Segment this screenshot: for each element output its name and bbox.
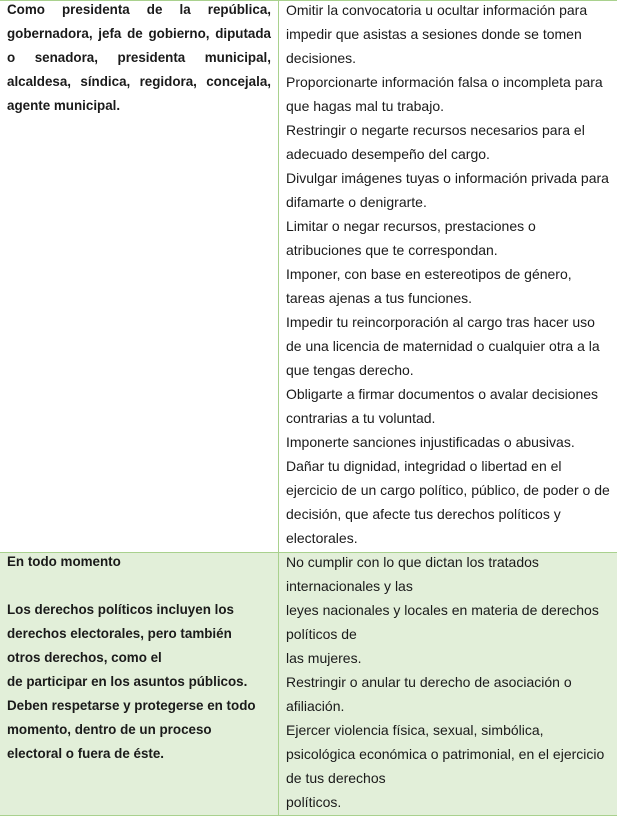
blank-line [7,574,271,598]
text-line: Restringir o negarte recursos necesarios para el [286,122,585,138]
text-line: otros derechos, como el [7,650,162,665]
text-line: Limitar o negar recursos, prestaciones o [286,218,536,234]
left-cell [7,0,271,118]
text-line: Imponer, con base en estereotipos de género, [286,266,572,282]
right-cell [286,0,612,550]
text-line: alcaldesa, síndica, regidora, concejala, [7,74,271,89]
text-line: contrarias a tu voluntad. [286,410,436,426]
text-line: afiliación. [286,698,345,714]
text-line: de una licencia de maternidad o cualquier otra a la [286,338,600,354]
text-line: de participar en los asuntos públicos. [7,674,248,689]
text-line: políticos de [286,626,357,642]
text-line: políticos. [286,794,342,810]
text-line: electoral o fuera de éste. [7,746,165,761]
text-line: momento, dentro de un proceso [7,722,212,737]
text-line: leyes nacionales y locales en materia de derechos [286,602,599,618]
text-line: decisión, que afecte tus derechos políticos y [286,506,561,522]
text-line: Los derechos políticos incluyen los [7,602,234,617]
text-line: tareas ajenas a tus funciones. [286,290,473,306]
text-line: difamarte o denigrarte. [286,194,427,210]
section-heading: En todo momento [7,554,121,569]
text-line: agente municipal. [7,98,121,113]
left-cell [7,550,271,766]
text-line: que hagas mal tu trabajo. [286,98,444,114]
text-line: No cumplir con lo que dictan los tratados [286,554,539,570]
text-line: Proporcionarte información falsa o incompleta para [286,74,603,90]
text-line: internacionales y las [286,578,413,594]
text-line: Ejercer violencia física, sexual, simbólica, [286,722,544,738]
text-line: derechos electorales, pero también [7,626,232,641]
text-line: electorales. [286,530,358,546]
text-line: que tengas derecho. [286,362,414,378]
text-line: impedir que asistas a sesiones donde se tomen [286,26,582,42]
text-line: o senadora, presidenta municipal, [7,50,271,65]
text-line: psicológica económica o patrimonial, en el ejercicio [286,746,605,762]
table-row [0,552,617,816]
text-line: Divulgar imágenes tuyas o información privada para [286,170,609,186]
right-cell [286,550,612,814]
text-line: decisiones. [286,50,357,66]
text-line: Restringir o anular tu derecho de asociación o [286,674,572,690]
text-line: Dañar tu dignidad, integridad o libertad en el [286,458,562,474]
text-line: Impedir tu reincorporación al cargo tras hacer uso [286,314,595,330]
text-line: Deben respetarse y protegerse en todo [7,698,256,713]
text-line: Obligarte a firmar documentos o avalar decisiones [286,386,599,402]
text-line: atribuciones que te correspondan. [286,242,498,258]
text-line: las mujeres. [286,650,362,666]
text-line: ejercicio de un cargo político, público, de poder o de [286,482,610,498]
text-line: Imponerte sanciones injustificadas o abusivas. [286,434,575,450]
text-line: Como presidenta de la república, [7,2,271,17]
text-line: Omitir la convocatoria u ocultar información para [286,2,588,18]
text-line: de tus derechos [286,770,386,786]
text-line: adecuado desempeño del cargo. [286,146,490,162]
column-divider [278,0,279,816]
text-line: gobernadora, jefa de gobierno, diputada [7,26,271,41]
